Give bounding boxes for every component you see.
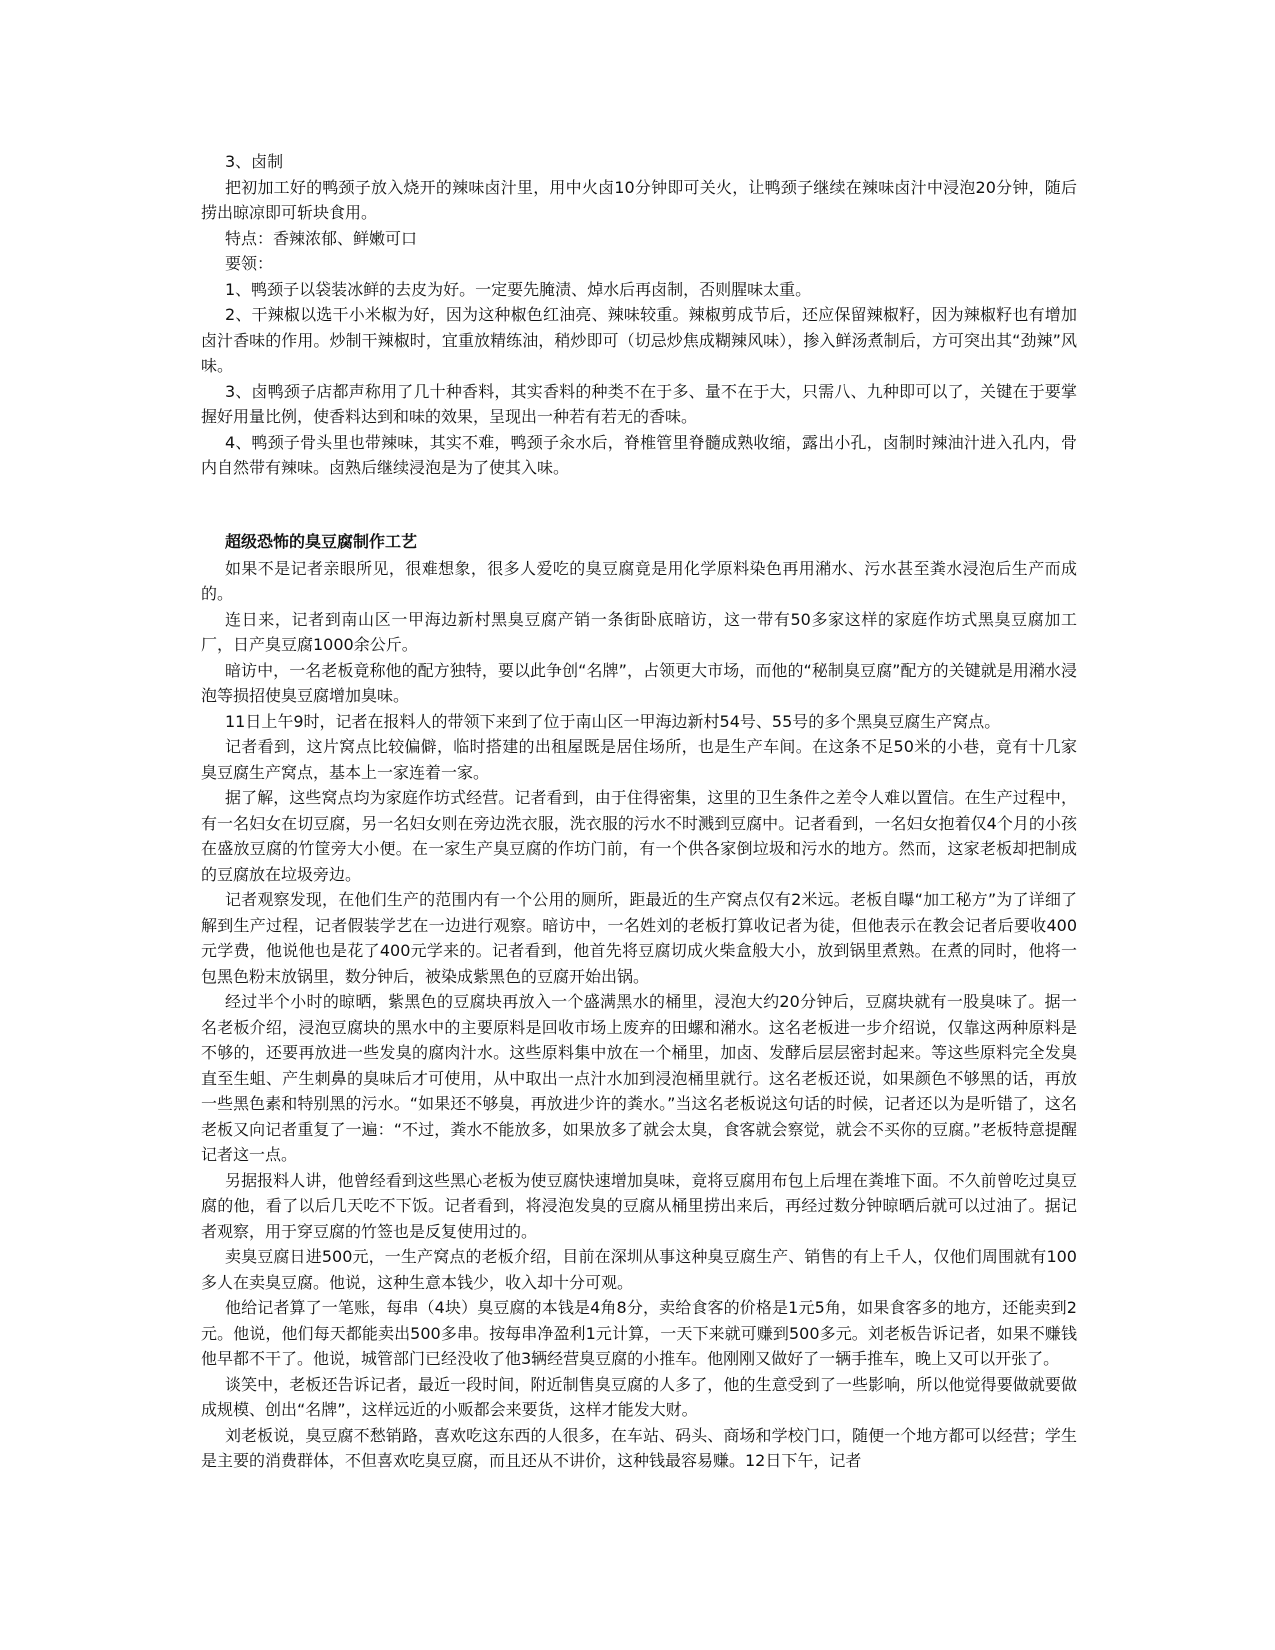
paragraph: 他给记者算了一笔账，每串（4块）臭豆腐的本钱是4角8分，卖给食客的价格是1元5角，如果食客多的地方，还能卖到2元。他说，他们每天都能卖出500多串。按每串净盈利1元计算，一天下来就可赚到500多元。刘老板告诉记者，如果不赚钱他早都不干了。他说，城管部门已经没收了他3辆经营臭豆腐的小推车。他刚刚又做好了一辆手推车，晚上又可以开张了。 <box>201 1298 1077 1368</box>
paragraph: 连日来，记者到南山区一甲海边新村黑臭豆腐产销一条街卧底暗访，这一带有50多家这样的家庭作坊式黑臭豆腐加工厂，日产臭豆腐1000余公斤。 <box>201 609 1077 654</box>
paragraph: 3、卤制 <box>225 152 284 171</box>
duck-neck-recipe-section <box>201 149 1077 481</box>
paragraph: 据了解，这些窝点均为家庭作坊式经营。记者看到，由于住得密集，这里的卫生条件之差令人难以置信。在生产过程中，有一名妇女在切豆腐，另一名妇女则在旁边洗衣服，洗衣服的污水不时溅到豆腐中。记者看到，一名妇女抱着仅4个月的小孩在盛放豆腐的竹筐旁大小便。在一家生产臭豆腐的作坊门前，有一个供各家倒垃圾和污水的地方。然而，这家老板却把制成的豆腐放在垃圾旁边。 <box>201 788 1077 884</box>
paragraph: 把初加工好的鸭颈子放入烧开的辣味卤汁里，用中火卤10分钟即可关火，让鸭颈子继续在辣味卤汁中浸泡20分钟，随后捞出晾凉即可斩块食用。 <box>201 177 1077 222</box>
paragraph: 2、干辣椒以选干小米椒为好，因为这种椒色红油亮、辣味较重。辣椒剪成节后，还应保留辣椒籽，因为辣椒籽也有增加卤汁香味的作用。炒制干辣椒时，宜重放精练油，稍炒即可（切忌炒焦成糊辣风味），掺入鲜汤煮制后，方可突出其“劲辣”风味。 <box>201 305 1077 375</box>
paragraph: 另据报料人讲，他曾经看到这些黑心老板为使豆腐快速增加臭味，竟将豆腐用布包上后埋在粪堆下面。不久前曾吃过臭豆腐的他，看了以后几天吃不下饭。记者看到，将浸泡发臭的豆腐从桶里捞出来后，再经过数分钟晾晒后就可以过油了。据记者观察，用于穿豆腐的竹签也是反复使用过的。 <box>201 1170 1077 1241</box>
paragraph: 经过半个小时的晾晒，紫黑色的豆腐块再放入一个盛满黑水的桶里，浸泡大约20分钟后，豆腐块就有一股臭味了。据一名老板介绍，浸泡豆腐块的黑水中的主要原料是回收市场上废弃的田螺和潲水。这名老板进一步介绍说，仅靠这两种原料是不够的，还要再放进一些发臭的腐肉汁水。这些原料集中放在一个桶里，加卤、发酵后层层密封起来。等这些原料完全发臭直至生蛆、产生刺鼻的臭味后才可使用，从中取出一点汁水加到浸泡桶里就行。这名老板还说，如果颜色不够黑的话，再放一些黑色素和特别黑的污水。“如果还不够臭，再放进少许的粪水。”当这名老板说这句话的时候，记者还以为是听错了，这名老板又向记者重复了一遍：“不过，粪水不能放多，如果放多了就会太臭，食客就会察觉，就会不买你的豆腐。”老板特意提醒记者这一点。 <box>201 992 1077 1164</box>
paragraph: 特点：香辣浓郁、鲜嫩可口 <box>225 228 418 248</box>
paragraph: 4、鸭颈子骨头里也带辣味，其实不难，鸭颈子汆水后，脊椎管里脊髓成熟收缩，露出小孔，卤制时辣油汁进入孔内，骨内自然带有辣味。卤熟后继续浸泡是为了使其入味。 <box>201 432 1077 477</box>
stinky-tofu-article <box>201 529 1077 1474</box>
paragraph: 11日上午9时，记者在报料人的带领下来到了位于南山区一甲海边新村54号、55号的多个黑臭豆腐生产窝点。 <box>225 711 1001 731</box>
paragraph: 刘老板说，臭豆腐不愁销路，喜欢吃这东西的人很多，在车站、码头、商场和学校门口，随便一个地方都可以经营；学生是主要的消费群体，不但喜欢吃臭豆腐，而且还从不讲价，这种钱最容易赚。12日下午，记者 <box>201 1425 1077 1470</box>
paragraph: 记者看到，这片窝点比较偏僻，临时搭建的出租屋既是居住场所，也是生产车间。在这条不足50米的小巷，竟有十几家臭豆腐生产窝点，基本上一家连着一家。 <box>201 737 1077 782</box>
paragraph: 暗访中，一名老板竟称他的配方独特，要以此争创“名牌”，占领更大市场，而他的“秘制臭豆腐”配方的关键就是用潲水浸泡等损招使臭豆腐增加臭味。 <box>201 660 1077 705</box>
paragraph: 记者观察发现，在他们生产的范围内有一个公用的厕所，距最近的生产窝点仅有2米远。老板自曝“加工秘方”为了详细了解到生产过程，记者假装学艺在一边进行观察。暗访中，一名姓刘的老板打算收记者为徒，但他表示在教会记者后要收400元学费，他说他也是花了400元学来的。记者看到，他首先将豆腐切成火柴盒般大小，放到锅里煮熟。在煮的同时，他将一包黑色粉末放锅里，数分钟后，被染成紫黑色的豆腐开始出锅。 <box>201 890 1077 986</box>
paragraph: 卖臭豆腐日进500元，一生产窝点的老板介绍，目前在深圳从事这种臭豆腐生产、销售的有上千人，仅他们周围就有100多人在卖臭豆腐。他说，这种生意本钱少，收入却十分可观。 <box>201 1247 1077 1292</box>
paragraph: 如果不是记者亲眼所见，很难想象，很多人爱吃的臭豆腐竟是用化学原料染色再用潲水、污水甚至粪水浸泡后生产而成的。 <box>201 558 1077 603</box>
paragraph: 谈笑中，老板还告诉记者，最近一段时间，附近制售臭豆腐的人多了，他的生意受到了一些影响，所以他觉得要做就要做成规模、创出“名牌”，这样远近的小贩都会来要货，这样才能发大财。 <box>201 1374 1077 1419</box>
paragraph: 要领： <box>225 254 274 273</box>
paragraph: 3、卤鸭颈子店都声称用了几十种香料，其实香料的种类不在于多、量不在于大，只需八、九种即可以了，关键在于要掌握好用量比例，使香料达到和味的效果，呈现出一种若有若无的香味。 <box>201 381 1077 426</box>
article-title: 超级恐怖的臭豆腐制作工艺 <box>225 532 418 551</box>
paragraph: 1、鸭颈子以袋装冰鲜的去皮为好。一定要先腌渍、焯水后再卤制，否则腥味太重。 <box>225 279 812 299</box>
